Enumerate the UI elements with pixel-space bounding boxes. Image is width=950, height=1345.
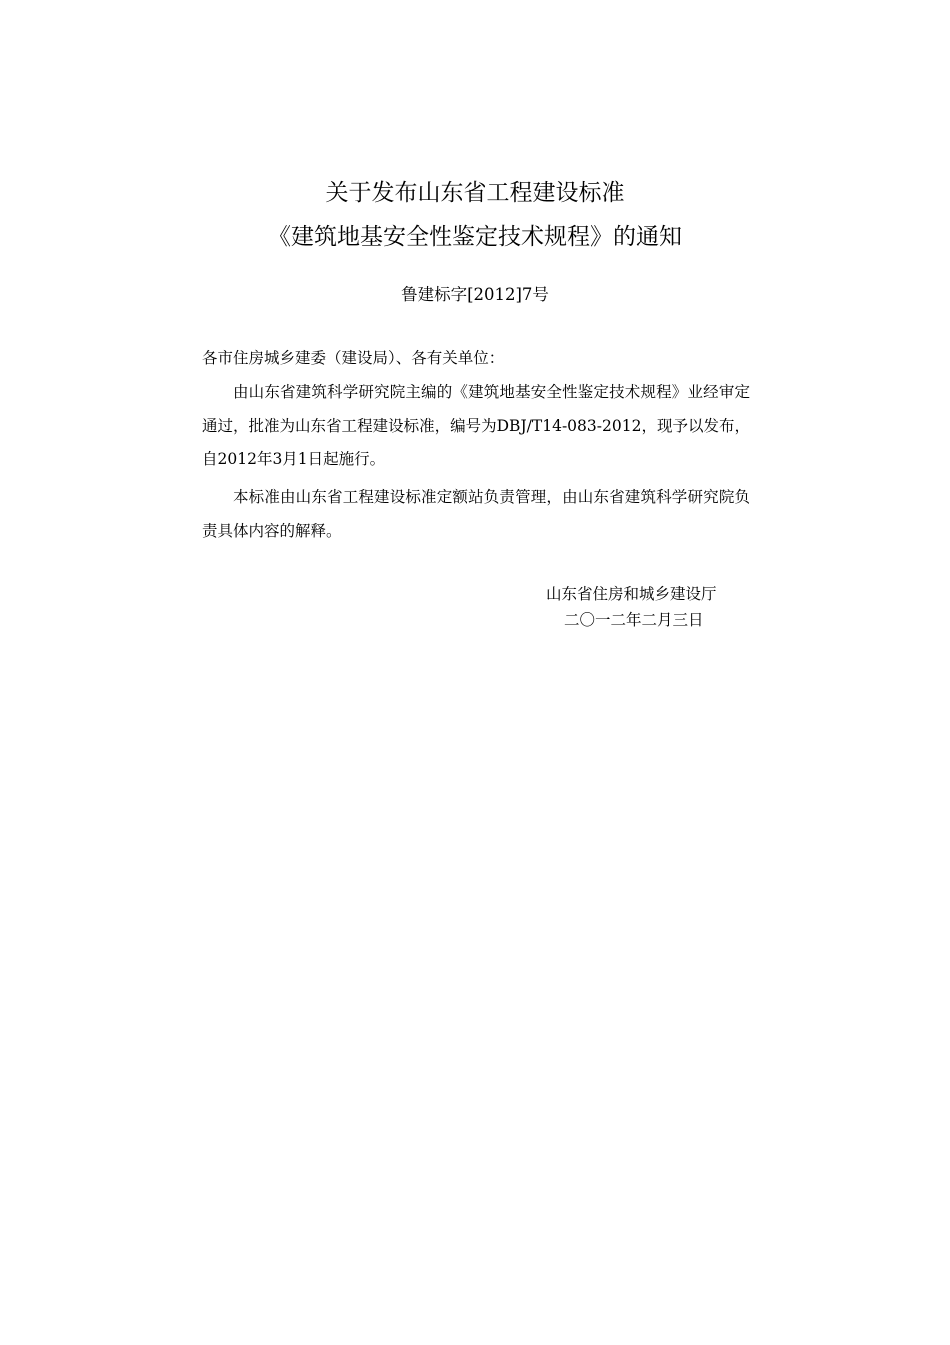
document-number: 鲁建标字[2012]7号: [401, 285, 549, 304]
notice-title-line-1: 关于发布山东省工程建设标准: [325, 180, 625, 206]
body-paragraph-1: 由山东省建筑科学研究院主编的《建筑地基安全性鉴定技术规程》业经审定通过，批准为山东省工程建设标准，编号为DBJ/T14-083-2012，现予以发布，自2012年3月1日起施行。: [202, 383, 750, 468]
signature-date: 二〇一二年二月三日: [564, 611, 704, 629]
body-paragraph-2: 本标准由山东省工程建设标准定额站负责管理，由山东省建筑科学研究院负责具体内容的解释。: [202, 488, 750, 540]
signature-organization: 山东省住房和城乡建设厅: [546, 585, 717, 603]
notice-title-line-2: 《建筑地基安全性鉴定技术规程》的通知: [268, 224, 682, 250]
salutation: 各市住房城乡建委（建设局）、各有关单位：: [202, 349, 505, 367]
